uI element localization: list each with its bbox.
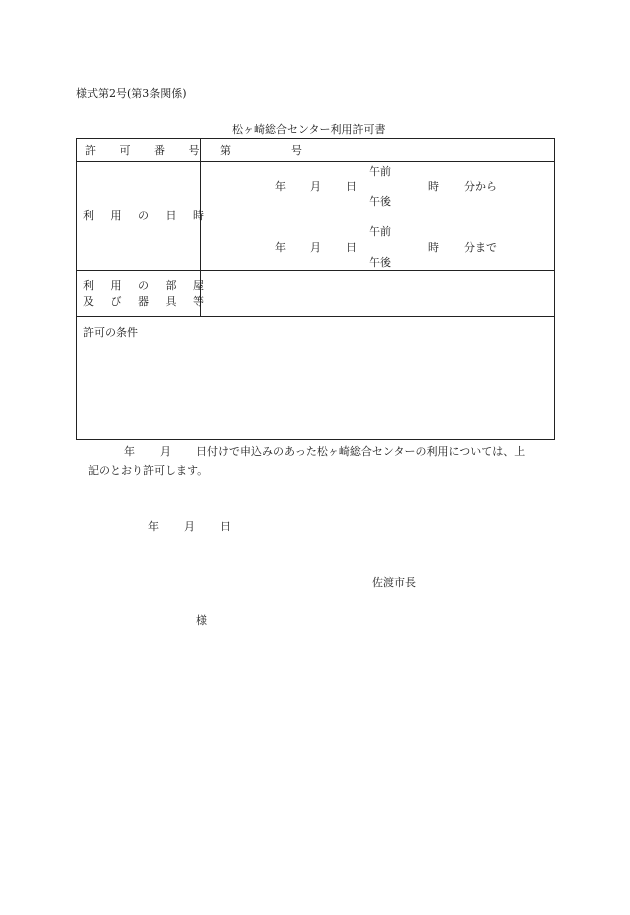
body-sentence-line1: 日付けで申込みのあった松ヶ崎総合センターの利用については、上 [196,445,526,458]
label-char: の [138,209,149,222]
label-char: 等 [193,295,204,308]
row-divider [77,161,554,162]
start-month: 月 [310,180,321,193]
rooms-label-line1 [83,280,204,291]
start-day: 日 [346,180,357,193]
label-char: 許 [85,144,96,157]
start-am: 午前 [369,165,391,178]
label-char: 番 [154,144,165,157]
start-pm: 午後 [369,195,391,208]
end-pm: 午後 [369,256,391,269]
label-char: 具 [165,295,177,308]
permit-number-suffix: 号 [291,144,302,157]
body-sentence-line2: 記のとおり許可します。 [88,464,209,477]
label-char: 用 [110,209,122,222]
rooms-label-line2 [83,296,204,307]
label-char: 及 [83,295,94,308]
label-char: 利 [83,209,94,222]
permit-number-prefix: 第 [220,144,231,157]
date-year: 年 [148,520,159,533]
body-month: 月 [160,445,171,458]
end-month: 月 [310,241,321,254]
start-hour: 時 [428,180,439,193]
permit-form-table [76,138,555,440]
row-divider [77,270,554,271]
start-year: 年 [275,180,286,193]
form-number: 様式第2号(第3条関係) [76,87,187,100]
end-year: 年 [275,241,286,254]
label-char: 時 [193,209,204,222]
label-char: 用 [110,279,122,292]
recipient-honorific: 様 [196,614,207,627]
start-minute: 分から [464,180,497,193]
label-char: 器 [138,295,149,308]
end-minute: 分まで [464,241,497,254]
permit-number-label [85,145,200,156]
date-month: 月 [184,520,195,533]
end-hour: 時 [428,241,439,254]
label-char: 利 [83,279,94,292]
label-char: 部 [165,279,177,292]
usage-datetime-label [83,210,204,221]
label-char: の [138,279,149,292]
row-divider [77,316,554,317]
body-year: 年 [124,445,135,458]
date-day: 日 [220,520,231,533]
label-char: 号 [188,144,200,157]
label-char: 屋 [193,279,204,292]
conditions-label: 許可の条件 [83,326,138,339]
label-char: 日 [165,209,177,222]
issuer-title: 佐渡市長 [372,576,416,589]
label-char: び [110,295,122,308]
label-char: 可 [119,144,131,157]
document-title: 松ヶ崎総合センター利用許可書 [232,123,386,136]
end-day: 日 [346,241,357,254]
end-am: 午前 [369,225,391,238]
